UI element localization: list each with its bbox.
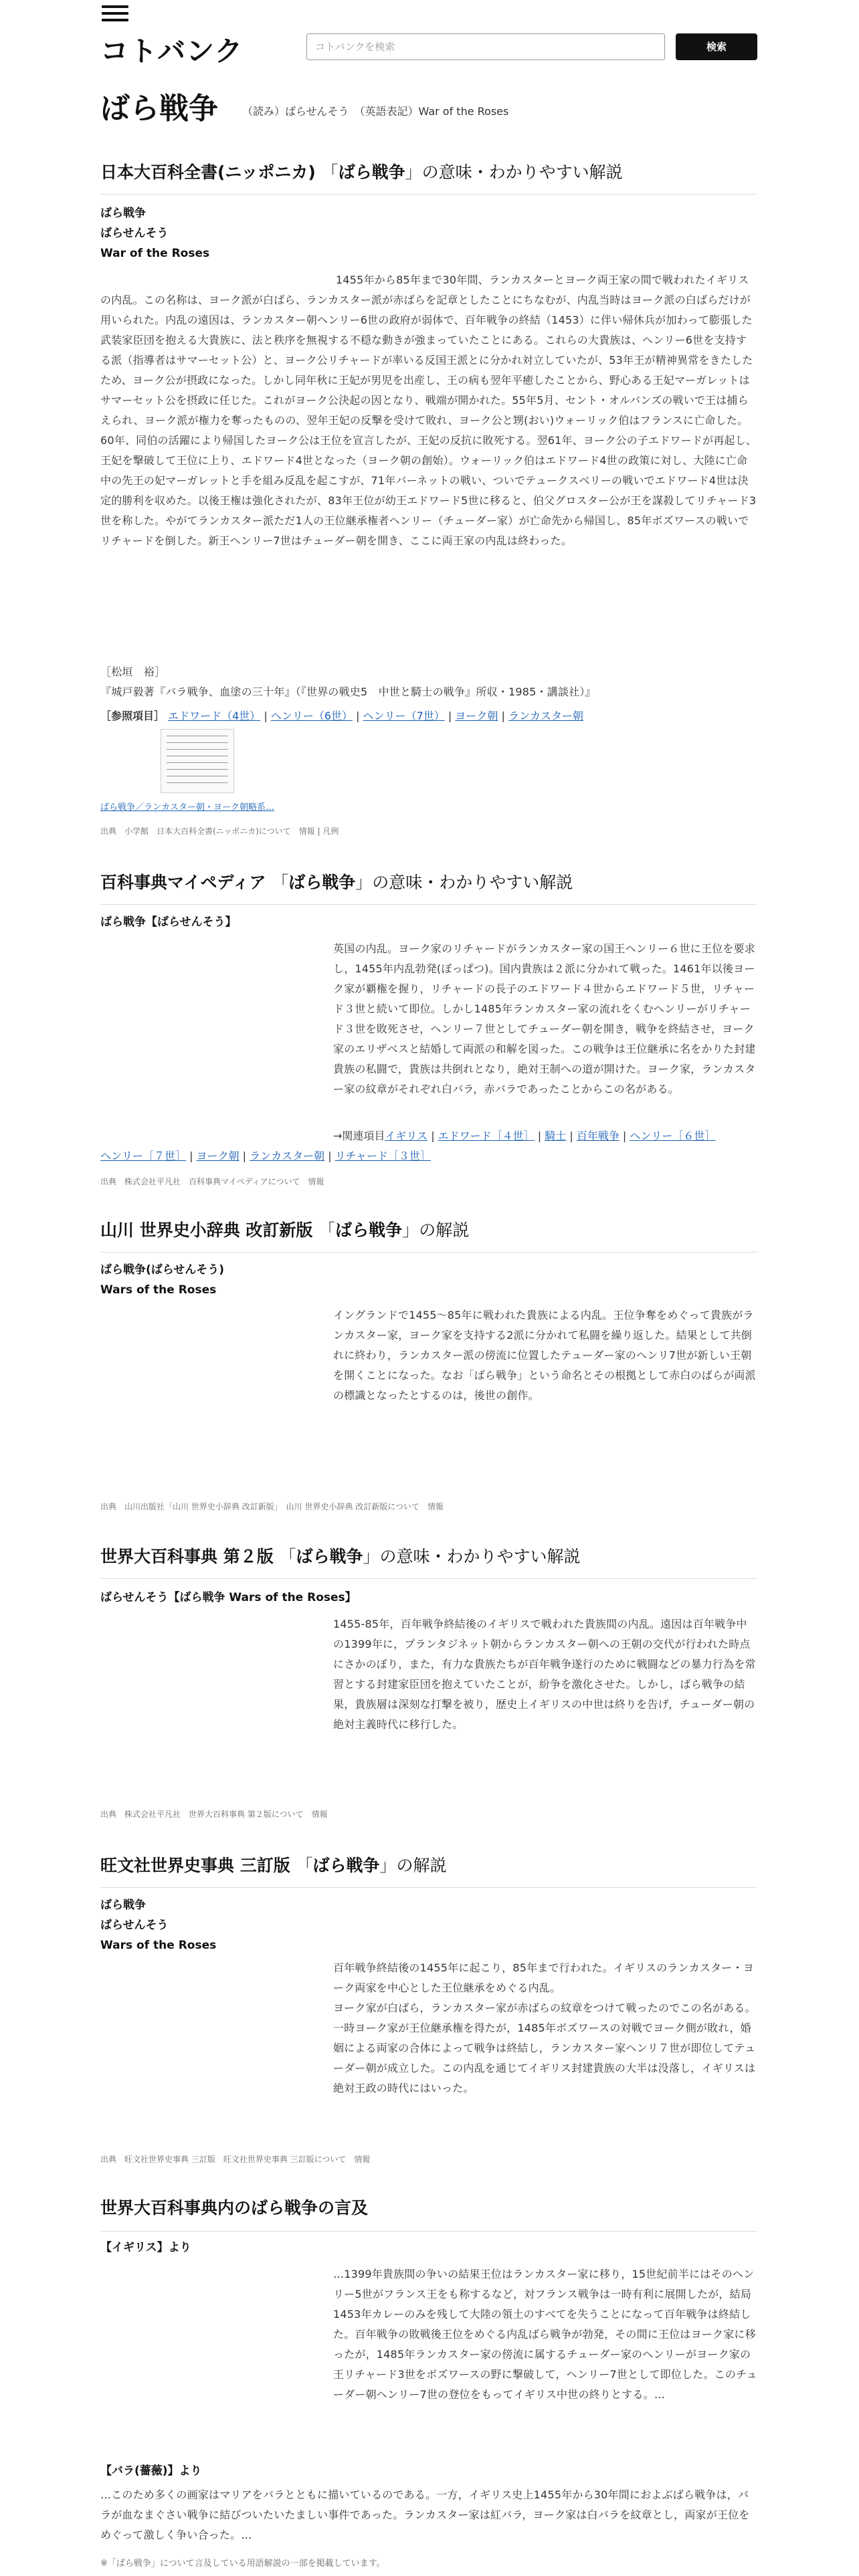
entry-bibliography: 『城戸毅著『バラ戦争、血塗の三十年』（『世界の戦史5 中世と騎士の戦争』所収・1985・講談社）』 — [100, 685, 596, 698]
source-line: 出典 株式会社平凡社 世界大百科事典 第２版について 情報 — [100, 1810, 328, 1819]
headword: ばら戦争(ばらせんそう) Wars of the Roses — [100, 1263, 225, 1297]
related-link[interactable]: ヘンリー［６世］ — [630, 1130, 716, 1142]
section-title-mypedia — [100, 869, 757, 905]
source-line: 出典 旺文社世界史事典 三訂版 旺文社世界史事典 三訂版について 情報 — [100, 2155, 371, 2164]
headword: ばら戦争 ばらせんそう War of the Roses — [100, 207, 210, 260]
related-links: ［参照項目］ エドワード（4世） | ヘンリー（6世） | ヘンリー（7世） | ヨーク朝 | ランカスター朝 — [100, 710, 583, 722]
related-link[interactable]: 百年戦争 — [576, 1130, 619, 1142]
entry-author: ［松垣 裕］ — [100, 665, 166, 678]
refs-label: ［参照項目］ — [100, 710, 165, 722]
page-title: ばら戦争 — [100, 92, 218, 126]
entry-body: イングランドで1455～85年に戦われた貴族による内乱。王位争奪をめぐって貴族がランカスター家，ヨーク家を支持する2派に分かれて私闘を繰り返した。結果として共倒れに終わり，ランカスター派の傍流に位置したテューダー家のヘンリ7世が新しい王朝を開くことになった。なお「ばら戦争」という命名とその根拠として赤白のばらが両派の標識となったとするのは，後世の創作。 — [333, 1309, 756, 1402]
related-links-cont: ヘンリー［７世］ | ヨーク朝 | ランカスター朝 | リチャード［３世］ — [100, 1150, 431, 1162]
section-title-obunsha — [100, 1852, 757, 1888]
related-link[interactable]: ヨーク朝 — [196, 1150, 240, 1162]
thumbnail-caption[interactable]: ばら戦争／ランカスター朝・ヨーク朝略系… — [100, 802, 275, 813]
dict-suffix: の意味・わかりやすい解説 — [421, 163, 623, 182]
mention-head: 【イギリス】より — [100, 2241, 191, 2254]
mention-body: …1399年貴族間の争いの結果王位はランカスター家に移り，15世紀前半にはそのヘンリー5世がフランス王をも称するなど，対フランス戦争は一時有利に展開したが，結局1453年カレーのみを残して大陸の領土のすべてを失うことになって百年戦争は終結した。百年戦争の敗戦後王位をめぐる内乱ばら戦争が勃発，その間に王位はヨーク家に移ったが，1485年ランカスター家の傍流に属するチューダー家のヘンリーがヨーク家の王リチャード3世をボズワースの野に撃破して，ヘンリー7世として即位した。このチューダー朝ヘンリー7世の登位をもってイギリス中世の終りとする。… — [333, 2268, 757, 2401]
word-reading: （読み）ばらせんそう （英語表記）War of the Roses — [242, 105, 509, 118]
source-line: 出典 株式会社平凡社 百科事典マイペディアについて 情報 — [100, 1177, 324, 1186]
dict-name: 日本大百科全書(ニッポニカ) — [100, 163, 316, 182]
headword: ばら戦争【ばらせんそう】 — [100, 916, 237, 929]
dict-suffix: の意味・わかりやすい解説 — [372, 873, 573, 892]
refs-label: →関連項目 — [333, 1130, 385, 1142]
entry-body: 百年戦争終結後の1455年に起こり，85年まで行われた。イギリスのランカスター・ヨーク両家を中心とした王位継承をめぐる内乱。 ヨーク家が白ばら，ランカスター家が赤ばらの紋章をつけて戦ったのでこの名がある。一時ヨーク家が王位継承権を得たが，1485年ボズワースの対戦でヨーク側が敗れ，婚姻による両家の合体によって戦争は終結し，ランカスター家ヘンリ７世が即位してテューダー朝が成立した。この内乱を通じてイギリス封建貴族の大半は没落し，イギリスは絶対王政の時代にはいった。 — [333, 1961, 756, 2095]
related-link[interactable]: エドワード［４世］ — [438, 1130, 535, 1142]
dict-suffix: の解説 — [419, 1220, 470, 1240]
related-link[interactable]: ヘンリー（7世） — [363, 710, 445, 722]
search-button[interactable]: 検索 — [676, 33, 757, 60]
related-link[interactable]: ランカスター朝 — [508, 710, 583, 722]
section-title-nipponica — [100, 159, 757, 195]
related-link[interactable]: ヘンリー［７世］ — [100, 1150, 187, 1162]
dict-name: 旺文社世界史事典 三訂版 — [100, 1856, 290, 1875]
related-link[interactable]: エドワード（4世） — [168, 710, 261, 722]
source-line: 出典 山川出版社「山川 世界史小辞典 改訂新版」 山川 世界史小辞典 改訂新版について 情報 — [100, 1502, 444, 1511]
entry-body: 1455‐85年，百年戦争終結後のイギリスで戦われた貴族間の内乱。遠因は百年戦争中の1399年に，プランタジネット朝からランカスター朝への王朝の交代が行われた時点にさかのぼり，また，有力な貴族たちが百年戦争遂行のために戦闘などの暴力行為を常習とする封建家臣団を抱えていたことが，紛争を激化させた。しかし，ばら戦争の結果，貴族層は深刻な打撃を被り，歴史上イギリスの中世は終りを告げ，チューダー朝の絶対主義時代に移行した。 — [333, 1618, 756, 1731]
section-title-heibonsha — [100, 1543, 757, 1579]
headword: ばら戦争 ばらせんそう Wars of the Roses — [100, 1899, 217, 1952]
dict-name: 世界大百科事典 第２版 — [100, 1547, 274, 1566]
search-input[interactable]: コトバンクを検索 — [306, 33, 665, 60]
dict-suffix: の解説 — [396, 1856, 447, 1875]
dict-term: 「ばら戦争」 — [279, 1547, 380, 1566]
mention-head: 【バラ(薔薇)】より — [100, 2464, 202, 2478]
related-link[interactable]: イギリス — [385, 1130, 428, 1142]
dict-term: 「ばら戦争」 — [318, 1220, 419, 1240]
mentions-footnote: ※「ばら戦争」について言及している用語解説の一部を掲載しています。 — [100, 2559, 385, 2569]
related-link[interactable]: 騎士 — [545, 1130, 567, 1142]
entry-body: 英国の内乱。ヨーク家のリチャードがランカスター家の国王ヘンリー６世に王位を要求し，1455年内乱勃発(ぼっぱつ)。国内貴族は２派に分かれて戦った。1461年以後ヨーク家が覇権を握り，リチャードの長子のエドワード４世からエドワード５世，リチャード３世と続いて即位。しかし1485年ランカスター家の流れをくむヘンリーがリチャード３世を敗死させ，ヘンリー７世としてチューダー朝を開き，戦争を終結させ，ヨーク家のエリザベスと結婚して両派の和解を図った。この戦争は王位継承に名をかりた封建貴族の私闘で，貴族は共倒れとなり，絶対王制への道が開けた。ヨーク家，ランカスター家の紋章がそれぞれ白バラ，赤バラであったことからこの名がある。 — [333, 942, 756, 1095]
related-link[interactable]: リチャード［３世］ — [335, 1150, 431, 1162]
dict-term: 「ばら戦争」 — [272, 873, 373, 892]
dict-suffix: の意味・わかりやすい解説 — [379, 1547, 581, 1566]
genealogy-thumbnail[interactable] — [161, 729, 234, 793]
related-link[interactable]: ヘンリー（6世） — [270, 710, 353, 722]
site-logo[interactable]: コトバンク — [100, 35, 244, 68]
related-links: →関連項目イギリス | エドワード［４世］ | 騎士 | 百年戦争 | ヘンリー［６世］ — [333, 1130, 716, 1142]
entry-body: 1455年から85年まで30年間、ランカスターとヨーク両王家の間で戦われたイギリスの内乱。この名称は、ヨーク派が白ばら、ランカスター派が赤ばらを記章としたことにちなむが、内乱当時はヨーク派の白ばらだけが用いられた。内乱の遠因は、ランカスター朝ヘンリー6世の政府が弱体で、百年戦争の終結（1453）に伴い帰休兵が加わって膨張した武装家臣団を抱える大貴族に、法と秩序を無視する不穏な動きが強まっていたことにある。これらの大貴族は、ヘンリー6世を支持する派（指導者はサマーセット公）と、ヨーク公リチャードが率いる反国王派とに分かれ対立していたが、53年王が精神異常をきたしたため、ヨーク公が摂政になった。しかし同年秋に王妃が男児を出産し、王の病も翌年平癒したことから、野心ある王妃マーガレットはサマーセット公を摂政に任じた。これがヨーク公決起の因となり、戦端が開かれた。55年5月、セント・オルバンズの戦いで王は捕らえられ、ヨーク派が権力を奪ったものの、翌年王妃の反撃を受けて敗れ、ヨーク公と甥(おい)ウォーリック伯はフランスに亡命した。60年、同伯の活躍により帰国したヨーク公は王位を宣言したが、王妃の反抗に敗死する。翌61年、ヨーク公の子エドワードが再起し、王妃を撃破して王位に上り、エドワード4世となった（ヨーク朝の創始）。ウォーリック伯はエドワード4世の政策に対し、大陸に亡命中の先王の妃マーガレットと手を組み反乱を起こすが、71年バーネットの戦い、ついでテュークスベリーの戦いでエドワード4世は決定的勝利を収めた。以後王権は強化されたが、83年王位が幼王エドワード5世に移ると、伯父グロスター公が王を謀殺してリチャード3世を称した。やがてランカスター派ただ1人の王位継承権者ヘンリー（チューダー家）が亡命先から帰国し、85年ボズワースの戦いでリチャードを倒した。新王ヘンリー7世はチューダー朝を開き、ここに両王家の内乱は終わった。 — [100, 274, 757, 547]
source-line: 出典 小学館 日本大百科全書(ニッポニカ)について 情報 | 凡例 — [100, 827, 339, 836]
dict-term: 「ばら戦争」 — [296, 1856, 397, 1875]
dict-name: 山川 世界史小辞典 改訂新版 — [100, 1220, 313, 1240]
menu-icon[interactable] — [102, 5, 128, 24]
section-title-yamakawa — [100, 1217, 757, 1253]
headword: ばらせんそう【ばら戦争 Wars of the Roses】 — [100, 1591, 357, 1604]
mentions-title: 世界大百科事典内のばら戦争の言及 — [100, 2195, 757, 2232]
mention-body: …このため多くの画家はマリアをバラとともに描いているのである。一方，イギリス史上1455年から30年間におよぶばら戦争は，バラが血なまぐさい戦争に結びついたいたましい事件であった。ランカスター家は紅バラ，ヨーク家は白バラを紋章とし，両家が王位をめぐって激しく争い合った。… — [100, 2488, 750, 2541]
dict-term: 「ばら戦争」 — [321, 163, 422, 182]
related-link[interactable]: ランカスター朝 — [250, 1150, 325, 1162]
related-link[interactable]: ヨーク朝 — [455, 710, 498, 722]
dict-name: 百科事典マイペディア — [100, 873, 266, 892]
